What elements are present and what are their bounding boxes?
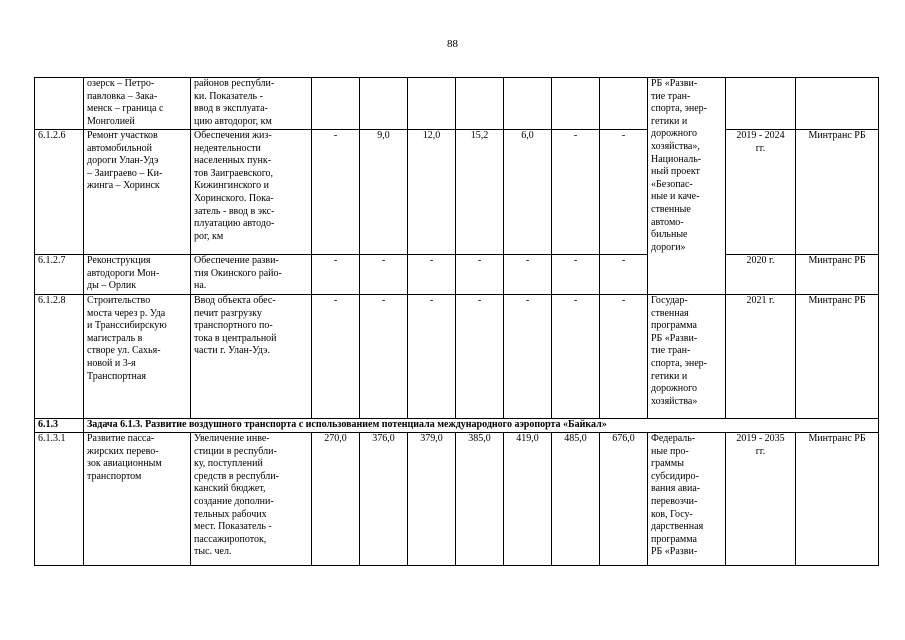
value-cell: - [408,255,456,295]
value-cell: 270,0 [312,433,360,566]
value-cell: - [552,255,600,295]
value-cell: - [552,295,600,419]
code-cell: 6.1.2.8 [35,295,84,419]
task-code: 6.1.3 [35,419,84,433]
value-cell: - [600,130,648,255]
period-cell: 2019 - 2035 гг. [726,433,796,566]
value-cell: - [456,255,504,295]
period-cell: 2020 г. [726,255,796,295]
value-cell: - [312,295,360,419]
value-cell: - [600,295,648,419]
program-text: РБ «Разви- тие тран- спорта, энер- гетики и [651,78,708,127]
value-cell: - [360,295,408,419]
period-cell [726,78,796,130]
value-cell: 379,0 [408,433,456,566]
indicator-cell: Обеспечение разви- тия Окинского райо- на. [191,255,312,295]
value-cell: - [408,295,456,419]
table-row [35,78,879,130]
table-row [35,295,879,419]
program-cell [648,78,726,295]
period-cell: 2021 г. [726,295,796,419]
value-cell: - [504,295,552,419]
executor-cell: Минтранс РБ [796,433,879,566]
indicator-cell: Обеспечения жиз- недеятельности населенных пунк- тов Заиграевского, Кижингинского и Хоринского. Пока- затель - ввод в экс- плуатацию автодо- рог, км [191,130,312,255]
name-cell: Развитие пасса- жирских перево- зок авиационным транспортом [84,433,191,566]
name-cell: озерск – Петро- павловка – Зака- менск – граница с Монголией [84,78,191,130]
indicator-cell: Увеличение инве- стиции в республи- ку, поступлений средств в республи- канский бюджет, создание дополни- тельных рабочих мест. Показатель - пассажиропоток, тыс. чел. [191,433,312,566]
value-cell [360,78,408,130]
value-cell [552,78,600,130]
code-cell: 6.1.3.1 [35,433,84,566]
value-cell: 485,0 [552,433,600,566]
executor-cell: Минтранс РБ [796,255,879,295]
value-cell: - [360,255,408,295]
task-row [35,419,879,433]
value-cell: 6,0 [504,130,552,255]
value-cell [504,78,552,130]
executor-cell: Минтранс РБ [796,295,879,419]
executor-cell: Минтранс РБ [796,130,879,255]
indicator-cell: Ввод объекта обес- печит разгрузку транспортного по- тока в центральной части г. Улан-Удэ. [191,295,312,419]
value-cell: - [504,255,552,295]
value-cell [312,78,360,130]
period-cell: 2019 - 2024 гг. [726,130,796,255]
value-cell: 385,0 [456,433,504,566]
value-cell: - [456,295,504,419]
code-cell [35,78,84,130]
table-row [35,130,879,255]
task-title: Задача 6.1.3. Развитие воздушного транспорта с использованием потенциала международного аэропорта «Байкал» [84,419,879,433]
measures-table [34,77,879,566]
value-cell: 12,0 [408,130,456,255]
name-cell: Строительство моста через р. Уда и Транссибирскую магистраль в створе ул. Сахья- новой и 3-я Транспортная [84,295,191,419]
indicator-cell: районов республи- ки. Показатель - ввод в эксплуата- цию автодорог, км [191,78,312,130]
value-cell: - [312,130,360,255]
program-cell: Государ- ственная программа РБ «Разви- тие тран- спорта, энер- гетики и дорожного хозяйства» [648,295,726,419]
value-cell [456,78,504,130]
name-cell: Ремонт участков автомобильной дороги Улан-Удэ – Заиграево – Ки- жинга – Хоринск [84,130,191,255]
value-cell: 15,2 [456,130,504,255]
value-cell: - [312,255,360,295]
value-cell: 419,0 [504,433,552,566]
value-cell: - [600,255,648,295]
page-number: 88 [447,38,458,50]
value-cell [600,78,648,130]
value-cell: 376,0 [360,433,408,566]
program-text: дорожного хозяйства», Националь- ный проект «Безопас- ные и каче- ственные автомо- бильные дороги» [651,128,702,253]
value-cell: 9,0 [360,130,408,255]
value-cell: - [552,130,600,255]
code-cell: 6.1.2.7 [35,255,84,295]
name-cell: Реконструкция автодороги Мон- ды – Орлик [84,255,191,295]
table-row [35,255,879,295]
value-cell [408,78,456,130]
table-row [35,433,879,566]
code-cell: 6.1.2.6 [35,130,84,255]
program-cell: Федераль- ные про- граммы субсидиро- вания авиа- перевозчи- ков, Госу- дарственная программа РБ «Разви- [648,433,726,566]
executor-cell [796,78,879,130]
value-cell: 676,0 [600,433,648,566]
